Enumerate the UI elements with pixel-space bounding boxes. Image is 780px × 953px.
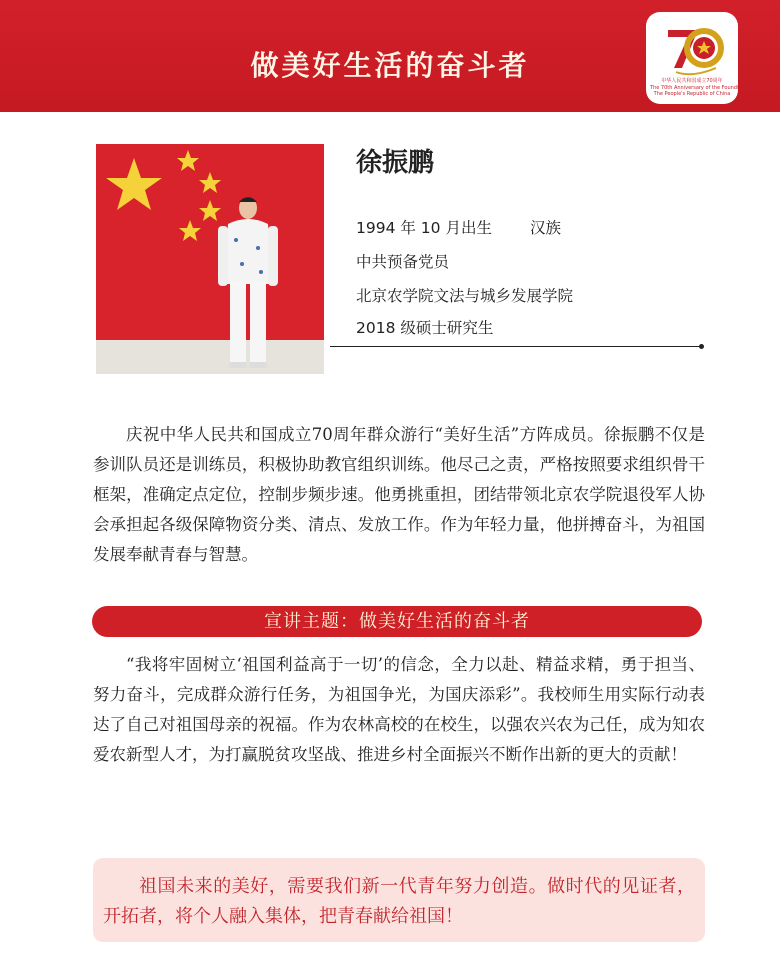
closing-box bbox=[93, 858, 705, 942]
person-name: 徐振鹏 bbox=[356, 148, 435, 178]
header-bar bbox=[0, 0, 780, 112]
birth-date: 1994 年 10 月出生 bbox=[356, 219, 492, 237]
logo-caption-en-1: The 70th Anniversary of the Founding of bbox=[650, 85, 752, 91]
logo-caption-en-2: The People's Republic of China bbox=[653, 91, 731, 97]
profile-photo bbox=[96, 144, 324, 374]
party-status: 中共预备党员 bbox=[356, 253, 450, 271]
closing-text: 祖国未来的美好，需要我们新一代青年努力创造。做时代的见证者，开拓者，将个人融入集体，把青春献给祖国！ bbox=[103, 876, 695, 927]
logo-caption-cn: 中华人民共和国成立70周年 bbox=[661, 78, 723, 84]
program-info: 2018 级硕士研究生 bbox=[356, 319, 494, 337]
quote-paragraph: “我将牢固树立‘祖国利益高于一切’的信念，全力以赴、精益求精，勇于担当、努力奋斗，完成群众游行任务，为祖国争光，为国庆添彩”。我校师生用实际行动表达了自己对祖国母亲的祝福。作为农林高校的在校生，以强农兴农为己任，成为知农爱农新型人才，为打赢脱贫攻坚战、推进乡村全面振兴不断作出新的更大的贡献！ bbox=[93, 655, 705, 764]
topic-banner: 宣讲主题：做美好生活的奋斗者 bbox=[92, 606, 702, 637]
divider-dot bbox=[699, 344, 704, 349]
school-name: 北京农学院文法与城乡发展学院 bbox=[356, 287, 574, 305]
divider-line bbox=[330, 346, 700, 347]
bio-paragraph: 庆祝中华人民共和国成立70周年群众游行“美好生活”方阵成员。徐振鹏不仅是参训队员还是训练员，积极协助教官组织训练。他尽己之责，严格按照要求组织骨干框架，准确定点定位，控制步频步速。他勇挑重担，团结带领北京农学院退役军人协会承担起各级保障物资分类、清点、发放工作。作为年轻力量，他拼搏奋斗，为祖国发展奉献青春与智慧。 bbox=[93, 425, 705, 564]
birth-info bbox=[356, 216, 561, 238]
person-photo-icon bbox=[96, 144, 324, 374]
ethnicity: 汉族 bbox=[529, 219, 561, 237]
page-title: 做美好生活的奋斗者 bbox=[250, 49, 530, 82]
anniversary-logo bbox=[646, 12, 752, 104]
